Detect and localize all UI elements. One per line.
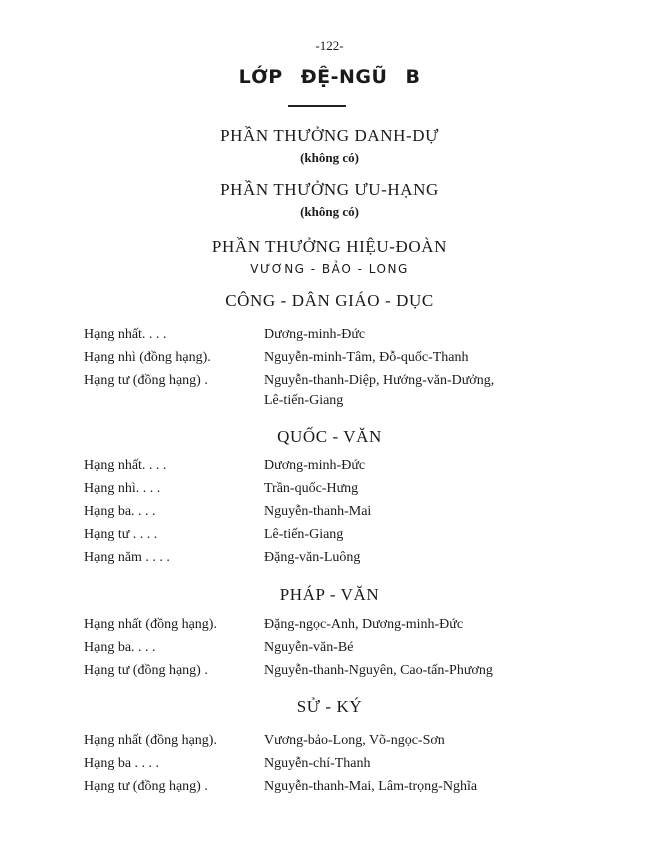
table-row [84,617,604,637]
page-number: -122- [315,38,344,53]
rank-label: Hạng ba . . . . [84,756,160,771]
rank-label: Hạng nhất (đồng hạng). [84,733,217,748]
rank-label: Hạng tư . . . . [84,527,158,542]
student-names: Nguyễn-thanh-Nguyên, Cao-tấn-Phương [264,663,493,678]
student-names: Đặng-văn-Luông [264,550,361,565]
award-note-danh-du: (không có) [300,150,359,165]
table-row [84,458,604,478]
table-row [84,504,604,524]
award-note-uu-hang: (không có) [300,204,359,219]
rank-label: Hạng nhất. . . . [84,458,167,473]
table-row [84,550,604,570]
subject-heading-phap-van: PHÁP - VĂN [279,585,380,604]
award-winner-hieu-doan: VƯƠNG - BẢO - LONG [250,262,409,276]
student-names: Lê-tiến-Giang [264,393,344,408]
title-part-2: ĐỆ-NGŨ [300,66,388,88]
rank-label: Hạng ba. . . . [84,640,156,655]
table-row [84,663,604,683]
table-row [84,779,604,799]
subject-heading-su-ky: SỬ - KÝ [296,697,363,716]
rank-label: Hạng tư (đồng hạng) . [84,373,208,388]
table-row [84,756,604,776]
student-names: Dương-minh-Đức [264,458,366,473]
table-row [84,640,604,660]
student-names: Nguyễn-văn-Bé [264,640,354,655]
subject-heading-cong-dan: CÔNG - DÂN GIÁO - DỤC [225,291,434,310]
table-row [84,373,604,393]
student-names: Nguyễn-thanh-Mai [264,504,372,519]
title-underline [288,105,346,107]
rank-label: Hạng nhất (đồng hạng). [84,617,217,632]
table-row [84,350,604,370]
rank-label: Hạng năm . . . . [84,550,170,565]
student-names: Vương-bảo-Long, Võ-ngọc-Sơn [264,733,445,748]
student-names: Nguyễn-thanh-Mai, Lâm-trọng-Nghĩa [264,779,478,794]
student-names: Nguyễn-minh-Tâm, Đỗ-quốc-Thanh [264,350,469,365]
student-names: Nguyễn-thanh-Diệp, Hướng-văn-Dưởng, [264,373,495,388]
student-names: Lê-tiến-Giang [264,527,344,542]
table-row [84,393,604,413]
award-heading-hieu-doan: PHẦN THƯỞNG HIỆU-ĐOÀN [211,237,448,256]
title-part-3: B [405,66,421,88]
rank-label: Hạng tư (đồng hạng) . [84,663,208,678]
rank-label: Hạng nhì. . . . [84,481,161,496]
rank-label: Hạng nhất. . . . [84,327,167,342]
table-row [84,733,604,753]
student-names: Đặng-ngọc-Anh, Dương-minh-Đức [264,617,464,632]
student-names: Nguyễn-chí-Thanh [264,756,371,771]
student-names: Dương-minh-Đức [264,327,366,342]
table-row [84,481,604,501]
table-row [84,527,604,547]
table-row [84,327,604,347]
subject-heading-quoc-van: QUỐC - VĂN [277,427,382,446]
title-part-1: LỚP [238,66,283,88]
rank-label: Hạng ba. . . . [84,504,156,519]
award-heading-danh-du: PHẦN THƯỞNG DANH-DỰ [220,126,439,145]
rank-label: Hạng nhì (đồng hạng). [84,350,211,365]
student-names: Trần-quốc-Hưng [264,481,359,496]
page-title [0,66,659,88]
award-heading-uu-hang: PHẦN THƯỞNG ƯU-HẠNG [220,180,439,199]
rank-label: Hạng tư (đồng hạng) . [84,779,208,794]
